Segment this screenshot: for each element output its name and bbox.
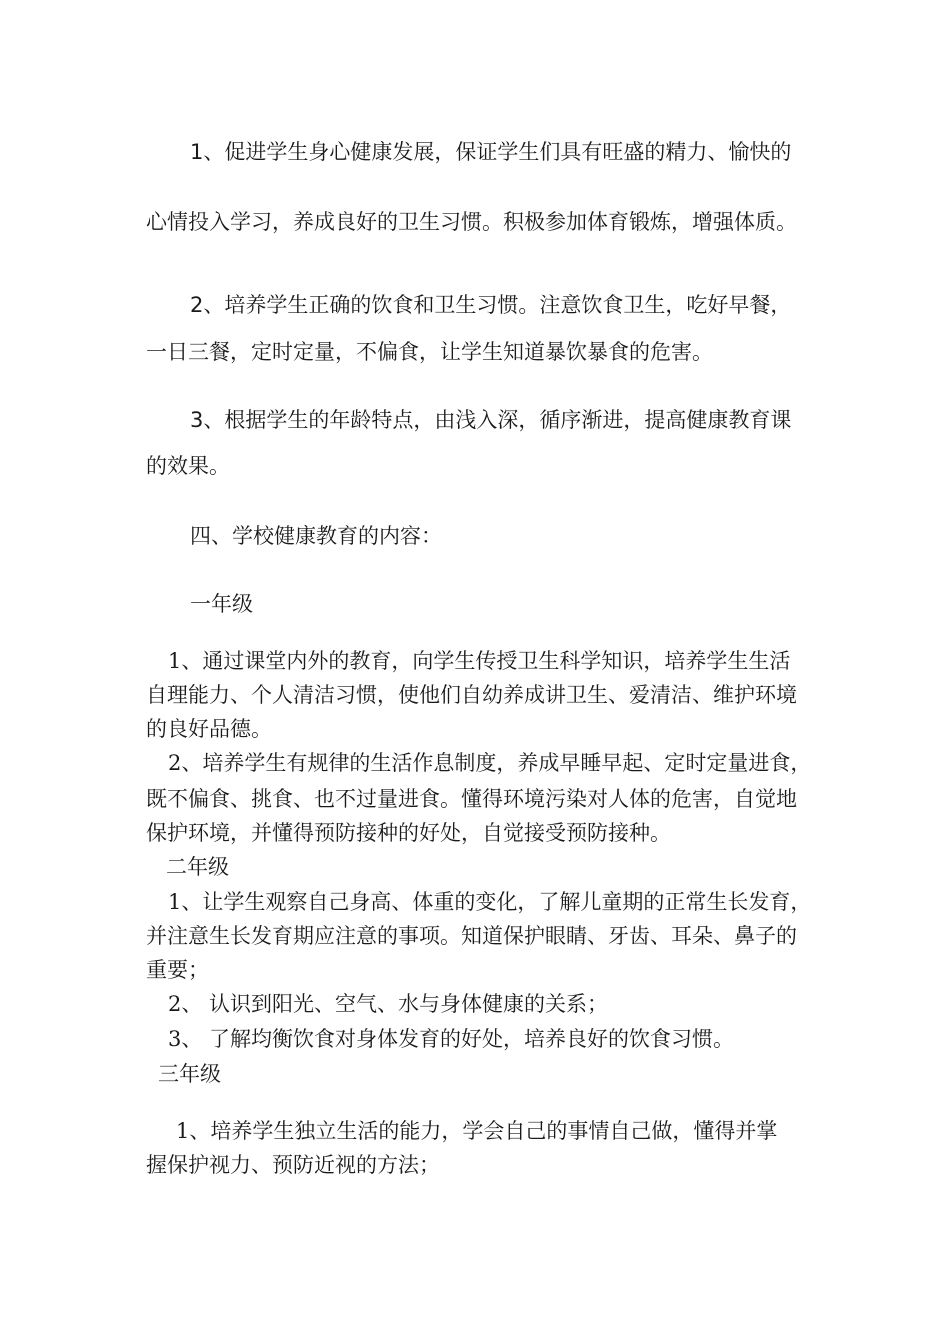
goal-1-line-2: 心情投入学习，养成良好的卫生习惯。积极参加体育锻炼，增强体质。	[146, 210, 797, 234]
grade-1-item-2-line-2: 既不偏食、挑食、也不过量进食。懂得环境污染对人体的危害，自觉地	[146, 787, 797, 811]
grade-3-item-1-line-1: 1、培养学生独立生活的能力，学会自己的事情自己做，懂得并掌	[176, 1119, 778, 1143]
grade-2-item-3: 3、 了解均衡饮食对身体发育的好处，培养良好的饮食习惯。	[168, 1027, 735, 1051]
section-heading: 四、学校健康教育的内容：	[190, 524, 442, 548]
goal-2-line-1: 2、培养学生正确的饮食和卫生习惯。注意饮食卫生，吃好早餐，	[190, 293, 792, 317]
grade-2-item-2: 2、 认识到阳光、空气、水与身体健康的关系；	[168, 992, 609, 1016]
grade-1-item-1-line-2: 自理能力、个人清洁习惯，使他们自幼养成讲卫生、爱清洁、维护环境	[146, 683, 797, 707]
goal-3-line-1: 3、根据学生的年龄特点，由浅入深，循序渐进，提高健康教育课	[190, 408, 792, 432]
goal-1-line-1: 1、促进学生身心健康发展，保证学生们具有旺盛的精力、愉快的	[190, 140, 792, 164]
grade-3-item-1-line-2: 握保护视力、预防近视的方法；	[146, 1153, 440, 1177]
goal-2-line-2: 一日三餐，定时定量，不偏食，让学生知道暴饮暴食的危害。	[146, 340, 713, 364]
grade-2-item-1-line-2: 并注意生长发育期应注意的事项。知道保护眼睛、牙齿、耳朵、鼻子的	[146, 924, 797, 948]
grade-1-item-2-line-1: 2、培养学生有规律的生活作息制度，养成早睡早起、定时定量进食，	[168, 751, 812, 775]
grade-1-title: 一年级	[190, 592, 253, 616]
grade-2-item-1-line-1: 1、让学生观察自己身高、体重的变化，了解儿童期的正常生长发育，	[168, 890, 812, 914]
grade-1-item-2-line-3: 保护环境，并懂得预防接种的好处，自觉接受预防接种。	[146, 821, 671, 845]
goal-3-line-2: 的效果。	[146, 454, 230, 478]
grade-2-title: 二年级	[166, 855, 229, 879]
grade-1-item-1-line-3: 的良好品德。	[146, 717, 272, 741]
grade-1-item-1-line-1: 1、通过课堂内外的教育，向学生传授卫生科学知识，培养学生生活	[168, 649, 791, 673]
grade-2-item-1-line-3: 重要；	[146, 958, 209, 982]
grade-3-title: 三年级	[158, 1062, 221, 1086]
